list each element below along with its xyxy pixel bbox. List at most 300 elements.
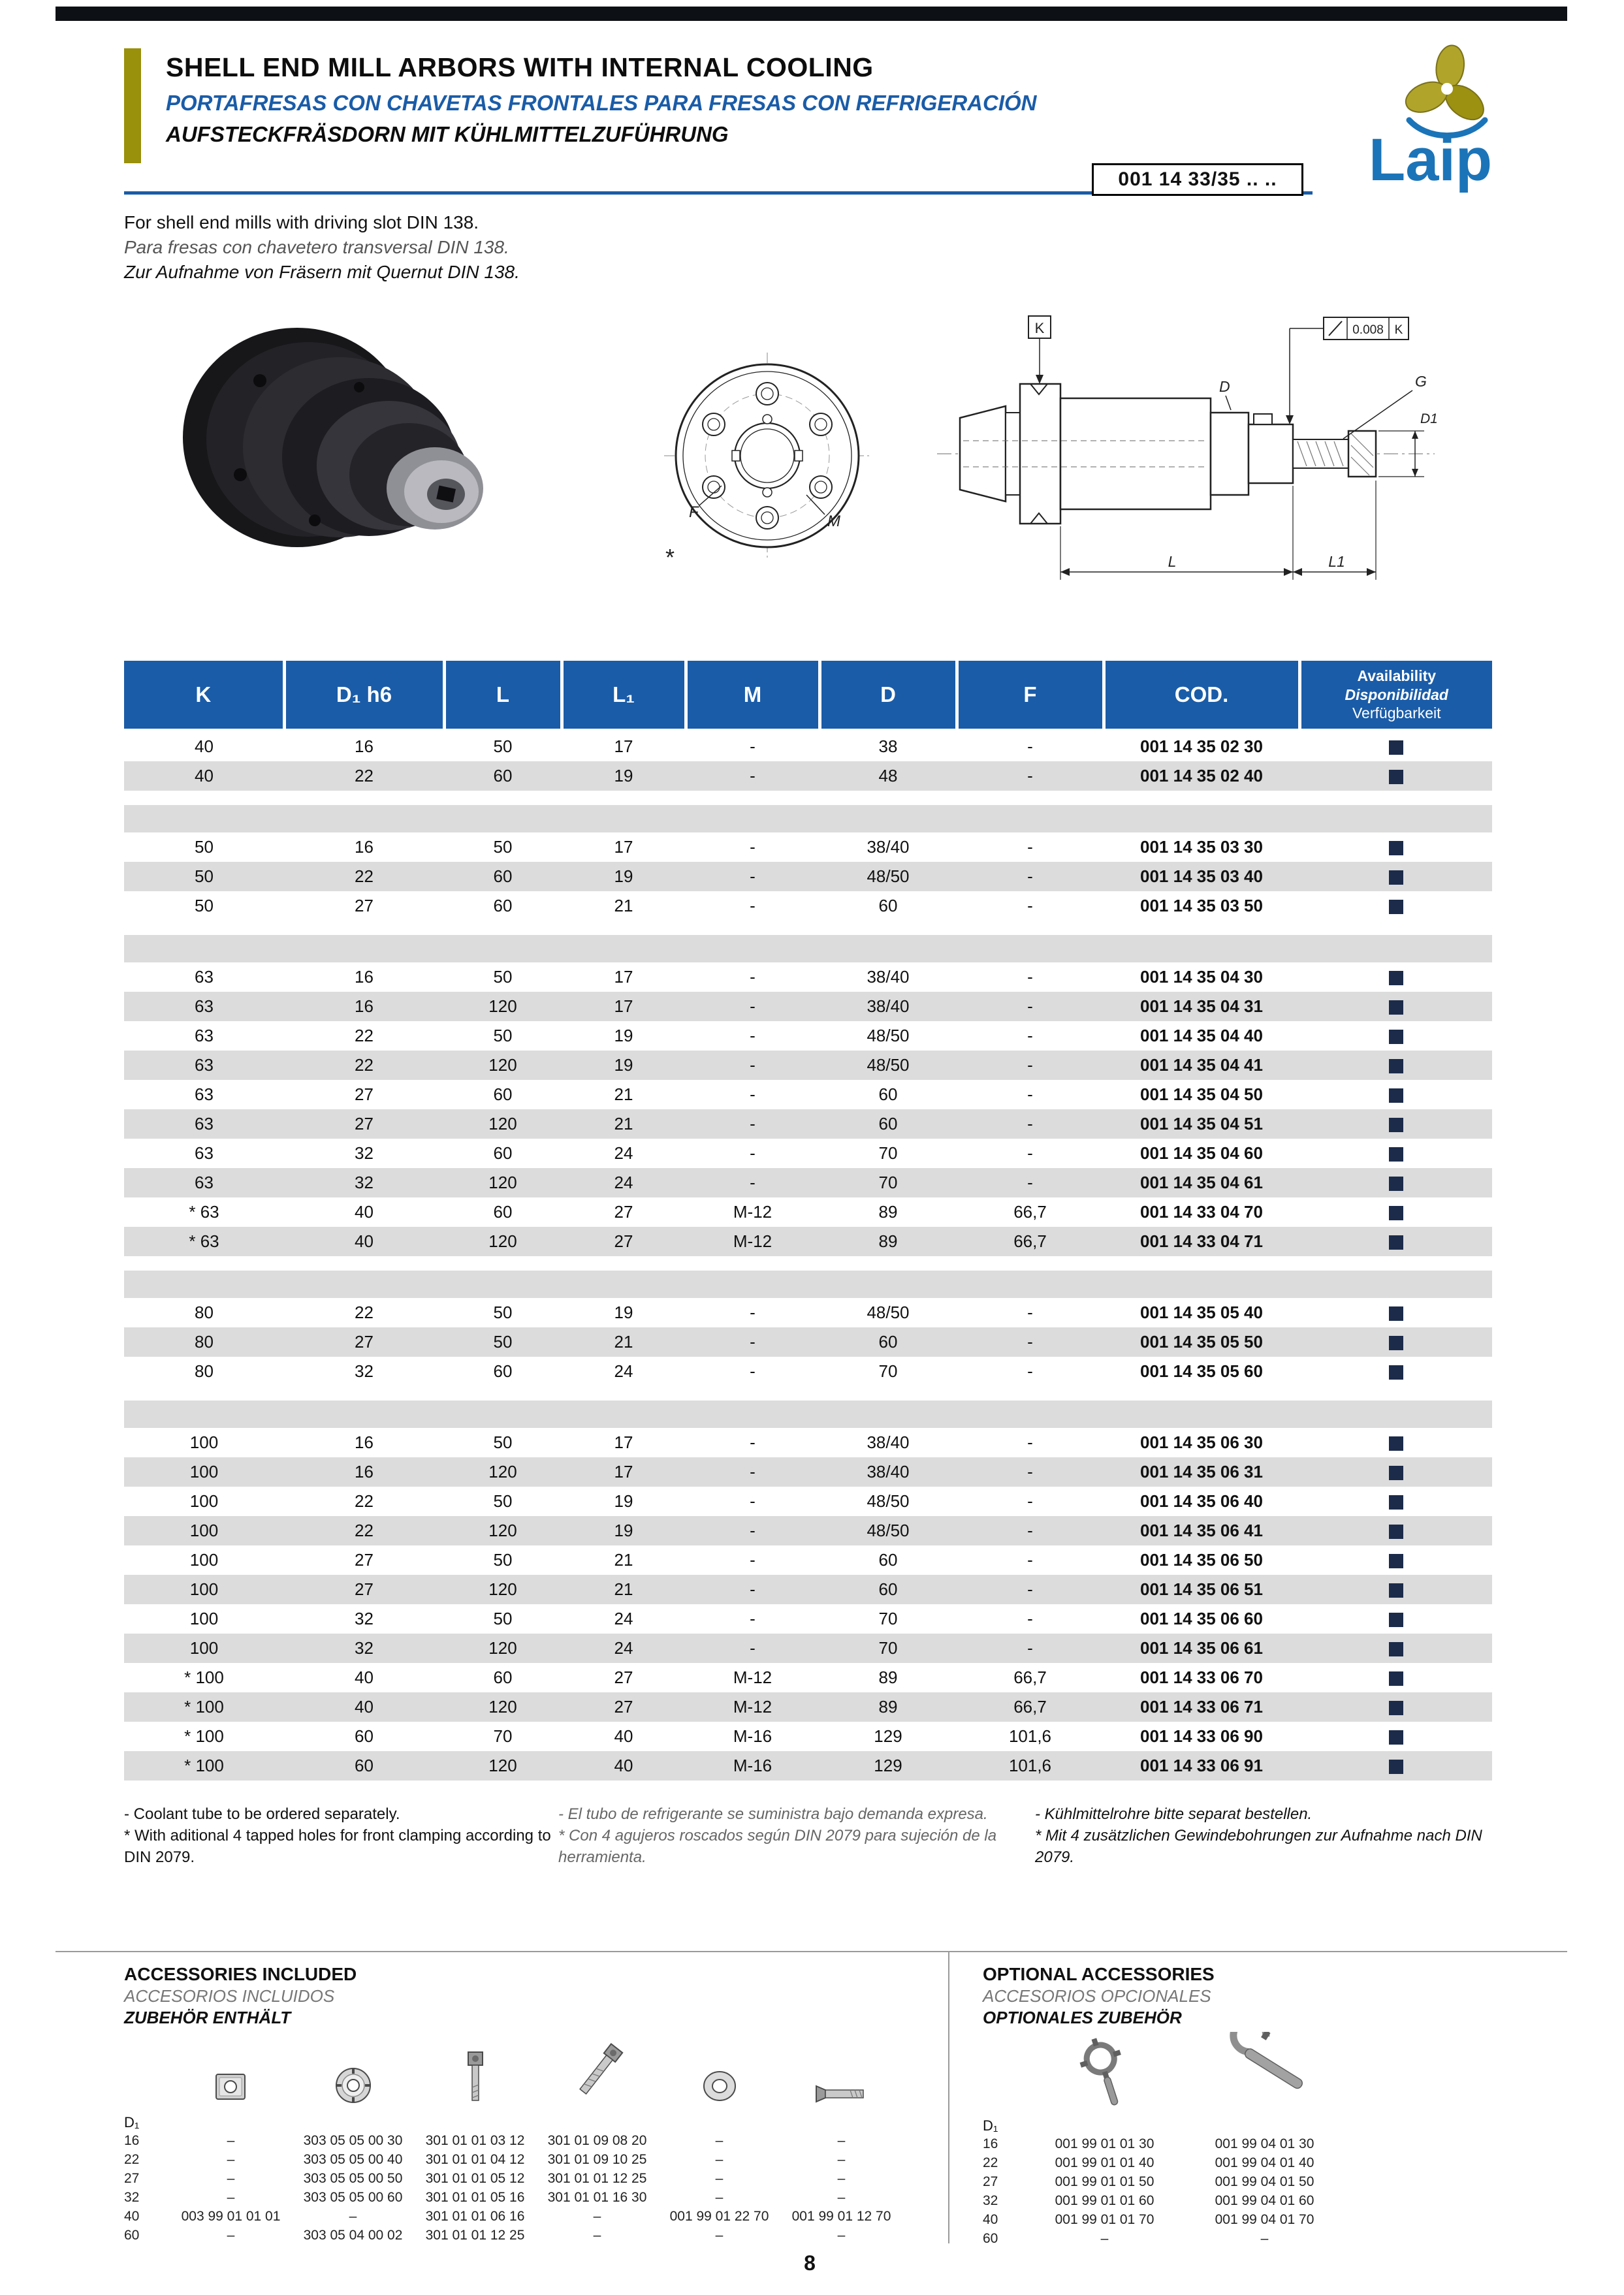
- accessory-code: –: [227, 2189, 235, 2205]
- availability-marker: [1389, 1495, 1403, 1510]
- table-cell: 48: [820, 761, 957, 791]
- table-cell: * 100: [124, 1722, 284, 1751]
- top-bar: [56, 7, 1567, 21]
- accessories-included-section: [124, 1964, 940, 2245]
- dimensions-table: [124, 661, 1492, 1781]
- accessory-code: 301 01 01 12 25: [425, 2227, 525, 2243]
- table-cell: 17: [562, 832, 686, 862]
- table-cell: 50: [444, 1021, 562, 1051]
- table-cell: -: [957, 1575, 1104, 1604]
- col-header-l1: L₁: [562, 661, 686, 731]
- availability-marker: [1389, 1671, 1403, 1686]
- table-cell: 001 14 35 06 31: [1104, 1457, 1299, 1487]
- table-cell: 32: [284, 1139, 444, 1168]
- availability-marker: [1389, 900, 1403, 914]
- footnote-es-line1: - El tubo de refrigerante se suministra bajo demanda expresa.: [558, 1805, 988, 1823]
- table-row: [124, 1722, 1492, 1751]
- accessory-row: [983, 2191, 1345, 2210]
- table-cell: 001 14 35 06 61: [1104, 1634, 1299, 1663]
- availability-marker: [1389, 1030, 1403, 1044]
- table-cell: -: [686, 962, 820, 992]
- table-cell: M-12: [686, 1692, 820, 1722]
- product-code-box: 001 14 33/35 .. ..: [1092, 163, 1303, 196]
- availability-cell: [1299, 1692, 1492, 1722]
- table-cell: 32: [284, 1604, 444, 1634]
- availability-marker: [1389, 1525, 1403, 1539]
- table-row: [124, 1516, 1492, 1545]
- laip-logo-graphic: [1344, 43, 1533, 197]
- accessory-row: [983, 2229, 1345, 2248]
- footnote-en-line2: * With aditional 4 tapped holes for front clamping according to DIN 2079.: [124, 1827, 551, 1866]
- accessory-code: 003 99 01 01 01: [181, 2208, 281, 2224]
- table-row: [124, 1051, 1492, 1080]
- table-cell: 001 14 35 02 30: [1104, 731, 1299, 762]
- table-cell: 001 14 35 06 50: [1104, 1545, 1299, 1575]
- availability-cell: [1299, 1722, 1492, 1751]
- table-cell: 48/50: [820, 1516, 957, 1545]
- accessory-code: 001 99 01 01 30: [1055, 2136, 1154, 2151]
- col-header-l: L: [444, 661, 562, 731]
- table-cell: 60: [444, 891, 562, 921]
- accessory-code: 001 99 04 01 70: [1215, 2211, 1314, 2227]
- table-cell: 27: [284, 1545, 444, 1575]
- availability-cell: [1299, 1663, 1492, 1692]
- table-cell: 89: [820, 1663, 957, 1692]
- table-cell: -: [957, 1168, 1104, 1197]
- availability-cell: [1299, 862, 1492, 891]
- table-cell: 40: [562, 1722, 686, 1751]
- accessory-code: –: [349, 2208, 357, 2224]
- accessory-code: 301 01 01 04 12: [425, 2151, 525, 2167]
- table-row: [124, 1545, 1492, 1575]
- table-cell: 60: [820, 1575, 957, 1604]
- availability-cell: [1299, 1051, 1492, 1080]
- availability-cell: [1299, 1487, 1492, 1516]
- availability-marker: [1389, 1760, 1403, 1774]
- arbor-photo: [144, 304, 581, 617]
- table-cell: 60: [284, 1751, 444, 1781]
- table-cell: 38/40: [820, 992, 957, 1021]
- availability-cell: [1299, 1457, 1492, 1487]
- availability-en: Availability: [1357, 667, 1437, 684]
- table-cell: 27: [562, 1197, 686, 1227]
- table-cell: -: [686, 761, 820, 791]
- table-cell: -: [957, 731, 1104, 762]
- availability-cell: [1299, 1545, 1492, 1575]
- footnote-en-line1: - Coolant tube to be ordered separately.: [124, 1805, 400, 1823]
- table-cell: 16: [284, 1428, 444, 1457]
- availability-cell: [1299, 1298, 1492, 1327]
- table-cell: 17: [562, 992, 686, 1021]
- table-cell: 70: [820, 1357, 957, 1386]
- table-cell: 16: [284, 731, 444, 762]
- table-cell: 100: [124, 1575, 284, 1604]
- table-cell: 120: [444, 1575, 562, 1604]
- availability-cell: [1299, 1516, 1492, 1545]
- table-cell: -: [957, 761, 1104, 791]
- table-cell: 50: [444, 832, 562, 862]
- accessory-d1: 32: [983, 2192, 998, 2208]
- table-cell: 24: [562, 1604, 686, 1634]
- availability-marker: [1389, 1206, 1403, 1220]
- accessory-code: 301 01 01 03 12: [425, 2132, 525, 2148]
- table-cell: 32: [284, 1168, 444, 1197]
- availability-cell: [1299, 1575, 1492, 1604]
- accessory-code: –: [593, 2208, 601, 2224]
- table-cell: -: [957, 891, 1104, 921]
- table-cell: 70: [820, 1604, 957, 1634]
- accessory-code: 301 01 01 16 30: [547, 2189, 647, 2205]
- table-cell: 001 14 35 06 40: [1104, 1487, 1299, 1516]
- table-cell: M-16: [686, 1722, 820, 1751]
- round-nut-icon: [330, 2065, 376, 2106]
- d1-column-header: D₁: [124, 2114, 140, 2130]
- accessory-code: 303 05 05 00 40: [303, 2151, 403, 2167]
- accessory-code: 303 05 04 00 02: [303, 2227, 403, 2243]
- table-cell: -: [957, 1428, 1104, 1457]
- accessory-code: –: [1260, 2230, 1269, 2246]
- table-cell: -: [686, 1604, 820, 1634]
- table-cell: 60: [444, 1080, 562, 1109]
- table-row: [124, 1575, 1492, 1604]
- washer-icon: [699, 2066, 740, 2106]
- accessory-code: 001 99 04 01 40: [1215, 2155, 1314, 2170]
- table-cell: 22: [284, 1051, 444, 1080]
- table-cell: 001 14 35 04 41: [1104, 1051, 1299, 1080]
- table-cell: 120: [444, 1051, 562, 1080]
- table-cell: -: [686, 862, 820, 891]
- table-cell: 120: [444, 1227, 562, 1256]
- table-cell: 63: [124, 1168, 284, 1197]
- intro-de: Zur Aufnahme von Fräsern mit Quernut DIN 138.: [124, 262, 520, 282]
- table-cell: 100: [124, 1545, 284, 1575]
- table-cell: 63: [124, 992, 284, 1021]
- table-cell: M-12: [686, 1663, 820, 1692]
- accessories-included-table: [124, 2032, 902, 2245]
- availability-cell: [1299, 1634, 1492, 1663]
- footnote-es: [558, 1803, 1035, 1868]
- table-cell: 80: [124, 1327, 284, 1357]
- accessory-row: [124, 2188, 902, 2207]
- side-view-drawing: [924, 307, 1446, 604]
- accessory-row: [124, 2131, 902, 2150]
- table-row: [124, 1634, 1492, 1663]
- availability-marker: [1389, 1642, 1403, 1656]
- table-cell: 120: [444, 1109, 562, 1139]
- table-cell: 19: [562, 1516, 686, 1545]
- table-row: [124, 1021, 1492, 1051]
- table-cell: 001 14 35 06 30: [1104, 1428, 1299, 1457]
- table-cell: 100: [124, 1457, 284, 1487]
- table-row: [124, 1227, 1492, 1256]
- accessory-row: [124, 2169, 902, 2188]
- label-m: M: [827, 513, 840, 530]
- table-cell: -: [957, 1109, 1104, 1139]
- table-cell: 63: [124, 1139, 284, 1168]
- table-cell: 24: [562, 1357, 686, 1386]
- table-cell: 21: [562, 1327, 686, 1357]
- table-row: [124, 1298, 1492, 1327]
- table-cell: -: [957, 1051, 1104, 1080]
- table-cell: 001 14 35 05 50: [1104, 1327, 1299, 1357]
- table-cell: 001 14 35 04 51: [1104, 1109, 1299, 1139]
- cap-screw-icon: [565, 2040, 630, 2106]
- table-row: [124, 962, 1492, 992]
- table-cell: 60: [820, 1109, 957, 1139]
- availability-cell: [1299, 1168, 1492, 1197]
- accessory-row: [124, 2150, 902, 2169]
- availability-cell: [1299, 1327, 1492, 1357]
- table-cell: 101,6: [957, 1722, 1104, 1751]
- footnote-de-line1: - Kühlmittelrohre bitte separat bestellen.: [1035, 1805, 1313, 1823]
- table-cell: -: [957, 1357, 1104, 1386]
- availability-cell: [1299, 1080, 1492, 1109]
- table-cell: 60: [820, 1327, 957, 1357]
- table-row: [124, 1428, 1492, 1457]
- table-row: [124, 1487, 1492, 1516]
- table-cell: 70: [820, 1634, 957, 1663]
- laip-logo-text: Laip: [1369, 127, 1493, 193]
- table-cell: 27: [562, 1227, 686, 1256]
- table-cell: 16: [284, 1457, 444, 1487]
- accessory-code: 303 05 05 00 50: [303, 2170, 403, 2186]
- table-cell: -: [957, 1634, 1104, 1663]
- availability-marker: [1389, 1235, 1403, 1250]
- accessories-title-es: ACCESORIOS INCLUIDOS: [124, 1986, 335, 2006]
- table-cell: 50: [444, 962, 562, 992]
- countersunk-screw-icon: [814, 2082, 870, 2106]
- availability-cell: [1299, 962, 1492, 992]
- table-cell: 63: [124, 1051, 284, 1080]
- table-cell: M-12: [686, 1197, 820, 1227]
- table-cell: -: [957, 992, 1104, 1021]
- footnote-en: [124, 1803, 558, 1868]
- table-cell: -: [686, 1327, 820, 1357]
- table-cell: 120: [444, 1692, 562, 1722]
- table-cell: 21: [562, 1575, 686, 1604]
- table-cell: -: [686, 1487, 820, 1516]
- table-cell: 19: [562, 1487, 686, 1516]
- table-cell: 89: [820, 1692, 957, 1722]
- label-d: D: [1219, 378, 1230, 395]
- availability-cell: [1299, 1197, 1492, 1227]
- table-cell: 100: [124, 1634, 284, 1663]
- table-cell: 24: [562, 1139, 686, 1168]
- table-cell: 60: [820, 891, 957, 921]
- col-header-f: F: [957, 661, 1104, 731]
- label-d1: D1: [1420, 411, 1438, 426]
- table-cell: 89: [820, 1227, 957, 1256]
- table-cell: 60: [820, 1080, 957, 1109]
- table-cell: 001 14 35 04 30: [1104, 962, 1299, 992]
- optional-d1-header-row: [983, 2112, 1345, 2134]
- table-cell: -: [686, 1428, 820, 1457]
- table-cell: -: [957, 1545, 1104, 1575]
- table-cell: 22: [284, 862, 444, 891]
- table-cell: 001 14 35 03 50: [1104, 891, 1299, 921]
- group-separator: [124, 1386, 1492, 1401]
- table-cell: -: [686, 1634, 820, 1663]
- table-cell: 001 14 35 04 40: [1104, 1021, 1299, 1051]
- table-row: [124, 1168, 1492, 1197]
- accessory-d1: 60: [983, 2230, 998, 2246]
- table-cell: 27: [562, 1663, 686, 1692]
- footnote-es-line2: * Con 4 agujeros roscados según DIN 2079 para sujeción de la herramienta.: [558, 1827, 997, 1866]
- table-cell: 38/40: [820, 1457, 957, 1487]
- table-cell: -: [957, 1487, 1104, 1516]
- accessory-code: 303 05 05 00 30: [303, 2132, 403, 2148]
- gold-accent-bar: [124, 48, 141, 163]
- accessories-title-en: ACCESSORIES INCLUDED: [124, 1964, 357, 1984]
- accessory-code: 001 99 01 22 70: [669, 2208, 769, 2224]
- table-cell: 40: [284, 1663, 444, 1692]
- table-cell: 24: [562, 1634, 686, 1663]
- table-cell: 80: [124, 1357, 284, 1386]
- table-cell: -: [957, 1021, 1104, 1051]
- accessory-d1: 27: [124, 2170, 140, 2186]
- table-cell: -: [957, 1080, 1104, 1109]
- availability-cell: [1299, 832, 1492, 862]
- table-cell: 001 14 33 06 70: [1104, 1663, 1299, 1692]
- accessory-d1: 40: [983, 2211, 998, 2227]
- accessory-code: –: [837, 2151, 846, 2167]
- intro-es: Para fresas con chavetero transversal DIN 138.: [124, 237, 509, 257]
- accessory-code: 301 01 01 05 16: [425, 2189, 525, 2205]
- accessory-code: –: [715, 2189, 724, 2205]
- accessory-code: 303 05 05 00 60: [303, 2189, 403, 2205]
- availability-cell: [1299, 731, 1492, 762]
- front-view-drawing: [656, 346, 878, 571]
- accessory-code: –: [837, 2227, 846, 2243]
- table-row: [124, 1080, 1492, 1109]
- availability-marker: [1389, 1147, 1403, 1162]
- table-cell: 66,7: [957, 1227, 1104, 1256]
- table-cell: 19: [562, 761, 686, 791]
- table-cell: -: [957, 1604, 1104, 1634]
- table-row: [124, 1751, 1492, 1781]
- table-cell: 21: [562, 891, 686, 921]
- section-divider: [56, 1951, 1567, 1952]
- availability-cell: [1299, 1109, 1492, 1139]
- accessory-d1: 16: [124, 2132, 140, 2148]
- table-cell: 27: [284, 891, 444, 921]
- col-header-m: M: [686, 661, 820, 731]
- table-cell: 17: [562, 1428, 686, 1457]
- table-cell: 001 14 35 04 31: [1104, 992, 1299, 1021]
- square-nut-icon: [211, 2068, 251, 2106]
- table-row: [124, 1457, 1492, 1487]
- laip-logo: [1344, 43, 1533, 197]
- intro-en: For shell end mills with driving slot DIN 138.: [124, 212, 479, 232]
- page-number: 8: [804, 2251, 816, 2275]
- table-cell: 32: [284, 1634, 444, 1663]
- table-cell: -: [957, 1298, 1104, 1327]
- table-cell: 100: [124, 1428, 284, 1457]
- table-cell: 100: [124, 1487, 284, 1516]
- table-cell: 24: [562, 1168, 686, 1197]
- optional-accessories-body: [983, 2134, 1345, 2248]
- label-f: F: [689, 503, 699, 521]
- accessory-code: –: [715, 2132, 724, 2148]
- table-cell: 19: [562, 1298, 686, 1327]
- table-cell: 17: [562, 962, 686, 992]
- table-cell: 63: [124, 962, 284, 992]
- accessory-code: 301 01 01 12 25: [547, 2170, 647, 2186]
- table-cell: -: [686, 1545, 820, 1575]
- label-l: L: [1168, 553, 1177, 570]
- table-cell: 21: [562, 1109, 686, 1139]
- accessory-code: 001 99 04 01 50: [1215, 2174, 1314, 2189]
- table-cell: 70: [820, 1139, 957, 1168]
- table-cell: 48/50: [820, 1298, 957, 1327]
- page-title-es: PORTAFRESAS CON CHAVETAS FRONTALES PARA FRESAS CON REFRIGERACIÓN: [166, 91, 1037, 115]
- accessories-divider: [948, 1951, 949, 2243]
- table-row: [124, 862, 1492, 891]
- optional-icons-row: [983, 2032, 1345, 2112]
- table-cell: 001 14 35 03 30: [1104, 832, 1299, 862]
- availability-marker: [1389, 1118, 1403, 1132]
- table-cell: 129: [820, 1751, 957, 1781]
- header: [124, 48, 1037, 163]
- accessory-code: –: [715, 2227, 724, 2243]
- availability-marker: [1389, 1613, 1403, 1627]
- accessory-d1: 16: [983, 2136, 998, 2151]
- col-header-k: K: [124, 661, 284, 731]
- table-cell: 16: [284, 962, 444, 992]
- table-cell: -: [686, 1575, 820, 1604]
- table-cell: 129: [820, 1722, 957, 1751]
- accessory-code: 301 01 01 06 16: [425, 2208, 525, 2224]
- table-cell: -: [686, 1080, 820, 1109]
- accessory-code: –: [227, 2132, 235, 2148]
- availability-es: Disponibilidad: [1345, 686, 1448, 703]
- optional-title-en: OPTIONAL ACCESSORIES: [983, 1964, 1215, 1984]
- table-row: [124, 1139, 1492, 1168]
- col-header-cod: COD.: [1104, 661, 1299, 731]
- table-cell: 001 14 35 03 40: [1104, 862, 1299, 891]
- accessory-code: –: [227, 2227, 235, 2243]
- table-cell: 63: [124, 1080, 284, 1109]
- table-cell: 60: [444, 1663, 562, 1692]
- tolerance-ref: K: [1394, 323, 1403, 337]
- table-cell: * 100: [124, 1692, 284, 1722]
- table-cell: 120: [444, 1751, 562, 1781]
- table-cell: -: [957, 1457, 1104, 1487]
- availability-marker: [1389, 1000, 1403, 1015]
- table-cell: * 100: [124, 1751, 284, 1781]
- availability-cell: [1299, 1604, 1492, 1634]
- accessory-d1: 22: [124, 2151, 140, 2167]
- group-separator: [124, 791, 1492, 805]
- table-row: [124, 1327, 1492, 1357]
- accessory-code: –: [837, 2189, 846, 2205]
- table-cell: 48/50: [820, 1051, 957, 1080]
- accessory-code: –: [1100, 2230, 1109, 2246]
- table-cell: 120: [444, 1168, 562, 1197]
- table-cell: 40: [284, 1692, 444, 1722]
- accessory-d1: 32: [124, 2189, 140, 2205]
- group-separator: [124, 1401, 1492, 1428]
- table-cell: 001 14 35 05 60: [1104, 1357, 1299, 1386]
- table-cell: 60: [444, 862, 562, 891]
- table-cell: -: [686, 1139, 820, 1168]
- tolerance-value: 0.008: [1352, 323, 1384, 337]
- accessories-d1-header-row: [124, 2109, 902, 2131]
- accessory-code: –: [837, 2132, 846, 2148]
- table-cell: 22: [284, 1021, 444, 1051]
- table-cell: 63: [124, 1109, 284, 1139]
- page-title-de: AUFSTECKFRÄSDORN MIT KÜHLMITTELZUFÜHRUNG: [166, 122, 729, 146]
